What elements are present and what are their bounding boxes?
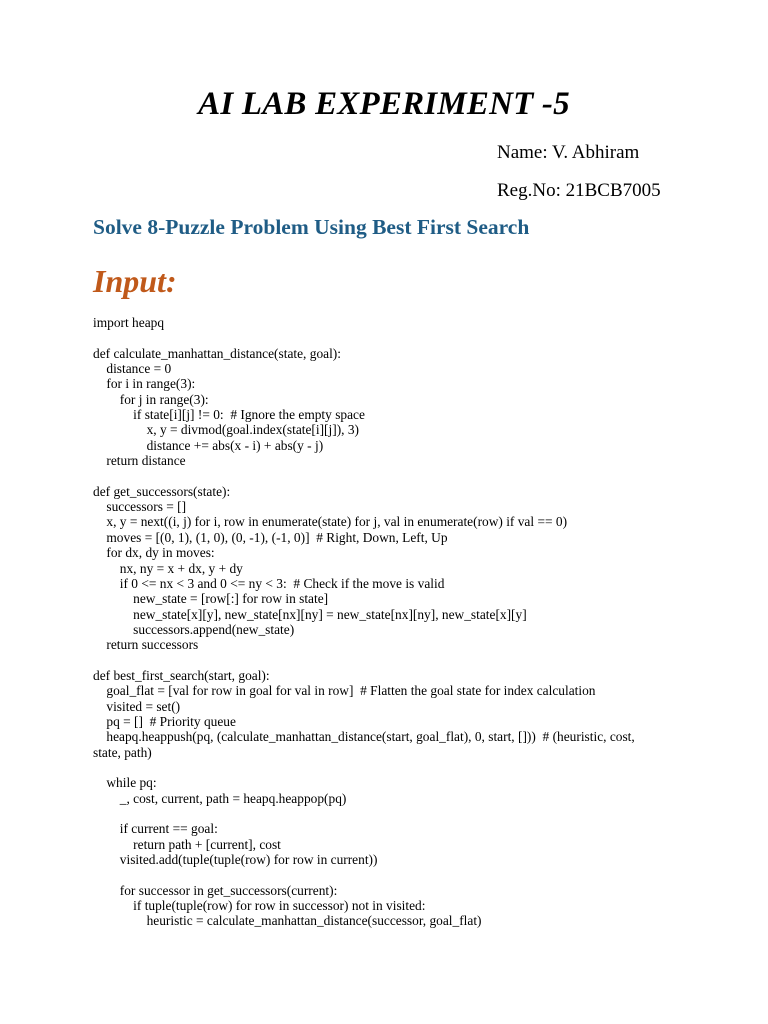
code-line: visited = set(): [93, 698, 181, 714]
code-line: goal_flat = [val for row in goal for val in row] # Flatten the goal state for index calculation: [93, 683, 596, 699]
code-line: if current == goal:: [93, 821, 218, 837]
experiment-subtitle: Solve 8-Puzzle Problem Using Best First Search: [93, 215, 530, 239]
code-line: distance = 0: [93, 361, 172, 377]
code-line: moves = [(0, 1), (1, 0), (0, -1), (-1, 0)] # Right, Down, Left, Up: [93, 529, 448, 545]
code-line: if state[i][j] != 0: # Ignore the empty space: [93, 407, 365, 423]
code-line: heuristic = calculate_manhattan_distance(successor, goal_flat): [93, 913, 482, 929]
code-line: successors = []: [93, 499, 187, 515]
code-line: pq = [] # Priority queue: [93, 713, 236, 729]
code-line: new_state = [row[:] for row in state]: [93, 591, 329, 607]
code-line: for dx, dy in moves:: [93, 545, 215, 561]
code-line: x, y = divmod(goal.index(state[i][j]), 3): [93, 422, 360, 438]
code-line: _, cost, current, path = heapq.heappop(pq): [93, 790, 347, 806]
code-line: def best_first_search(start, goal):: [93, 667, 270, 683]
code-line: distance += abs(x - i) + abs(y - j): [93, 437, 324, 453]
code-line: visited.add(tuple(tuple(row) for row in current)): [93, 852, 378, 868]
code-listing: [93, 315, 683, 929]
code-line: [93, 653, 683, 668]
code-line: return distance: [93, 453, 186, 469]
code-line: def calculate_manhattan_distance(state, goal):: [93, 345, 341, 361]
code-line: while pq:: [93, 775, 157, 791]
code-line: return successors: [93, 637, 199, 653]
code-line: x, y = next((i, j) for i, row in enumerate(state) for j, val in enumerate(row) if val == 0): [93, 514, 568, 530]
code-line: nx, ny = x + dx, y + dy: [93, 560, 243, 576]
code-line: successors.append(new_state): [93, 621, 295, 637]
code-line: if tuple(tuple(row) for row in successor) not in visited:: [93, 898, 426, 914]
code-line: for successor in get_successors(current):: [93, 882, 338, 898]
code-line: for j in range(3):: [93, 391, 209, 407]
code-line: [93, 330, 683, 345]
code-line: import heapq: [93, 315, 165, 330]
code-line: [93, 867, 683, 882]
code-line: [93, 806, 683, 821]
code-line: new_state[x][y], new_state[nx][ny] = new_state[nx][ny], new_state[x][y]: [93, 606, 527, 622]
code-line: for i in range(3):: [93, 376, 196, 392]
document-title: AI LAB EXPERIMENT -5: [198, 86, 570, 122]
code-line: [93, 760, 683, 775]
code-line: def get_successors(state):: [93, 483, 231, 499]
registration-number: Reg.No: 21BCB7005: [497, 180, 661, 201]
code-line: [93, 468, 683, 483]
student-name: Name: V. Abhiram: [497, 142, 640, 163]
input-section-heading: Input:: [93, 263, 177, 299]
code-line: state, path): [93, 744, 152, 760]
code-line: if 0 <= nx < 3 and 0 <= ny < 3: # Check if the move is valid: [93, 575, 445, 591]
code-line: return path + [current], cost: [93, 836, 281, 852]
code-line: heapq.heappush(pq, (calculate_manhattan_distance(start, goal_flat), 0, start, [])) # (heuristic, cost,: [93, 729, 635, 745]
